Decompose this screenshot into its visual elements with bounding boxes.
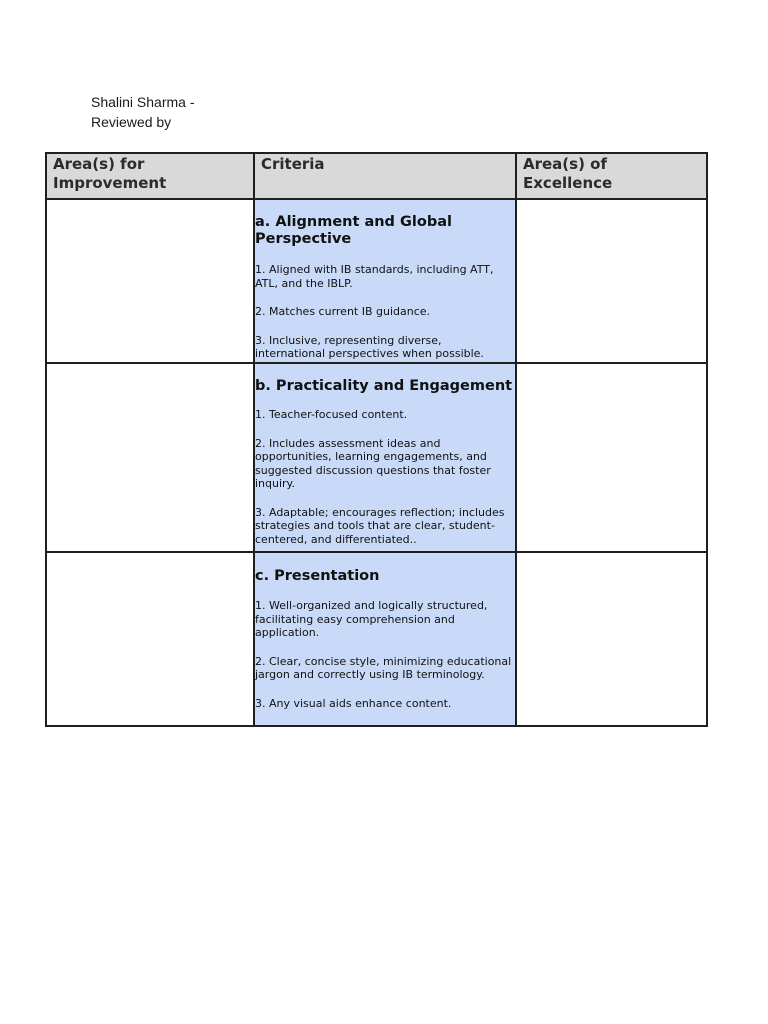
criteria-cell — [254, 552, 516, 726]
criteria-cell — [254, 199, 516, 363]
document-header — [91, 92, 195, 132]
excellence-cell[interactable] — [516, 199, 707, 363]
reviewed-by-line: Reviewed by — [91, 114, 172, 130]
criterion-item: 3. Adaptable; encourages reflection; includes strategies and tools that are clear, student-centered, and differentiated.. — [255, 505, 505, 546]
section-title: b. Practicality and Engagement — [255, 378, 513, 394]
criterion-item: 1. Aligned with IB standards, including ATT, ATL, and the IBLP. — [255, 263, 494, 290]
section-items — [255, 263, 515, 361]
table-row — [46, 199, 707, 363]
criterion-item: 3. Any visual aids enhance content. — [255, 696, 452, 710]
section-title: a. Alignment and Global Perspective — [255, 214, 452, 247]
criterion-item: 2. Includes assessment ideas and opportunities, learning engagements, and suggested discussion questions that foster inquiry. — [255, 436, 491, 490]
column-header-improvement: Area(s) for Improvement — [46, 153, 254, 199]
column-header-excellence: Area(s) of Excellence — [516, 153, 707, 199]
section-title: c. Presentation — [255, 568, 380, 584]
table-row — [46, 552, 707, 726]
improvement-cell[interactable] — [46, 552, 254, 726]
criterion-item: 2. Clear, concise style, minimizing educational jargon and correctly using IB terminology. — [255, 654, 512, 681]
criterion-item: 2. Matches current IB guidance. — [255, 305, 431, 318]
rubric-table — [45, 152, 708, 727]
improvement-cell[interactable] — [46, 363, 254, 552]
improvement-cell[interactable] — [46, 199, 254, 363]
criterion-item: 1. Teacher-focused content. — [255, 408, 408, 421]
criterion-item: 3. Inclusive, representing diverse, international perspectives when possible. — [255, 333, 484, 360]
section-items — [255, 408, 515, 546]
column-header-criteria: Criteria — [254, 153, 516, 199]
author-line: Shalini Sharma - — [91, 94, 195, 110]
excellence-cell[interactable] — [516, 363, 707, 552]
table-header-row — [46, 153, 707, 199]
excellence-cell[interactable] — [516, 552, 707, 726]
section-items — [255, 599, 515, 710]
table-row — [46, 363, 707, 552]
criteria-cell — [254, 363, 516, 552]
criterion-item: 1. Well-organized and logically structured, facilitating easy comprehension and application. — [255, 599, 488, 639]
